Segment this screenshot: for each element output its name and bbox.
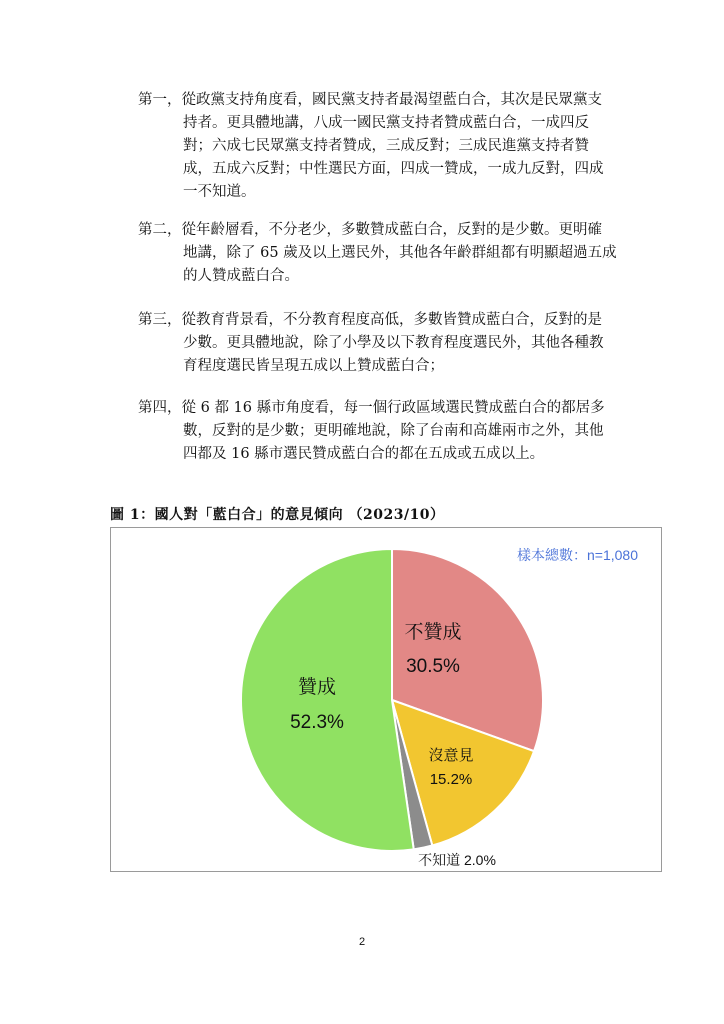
paragraph-line: 第二，從年齡層看，不分老少，多數贊成藍白合，反對的是少數。更明確 — [138, 222, 602, 238]
paragraph-line: 四都及 16 縣市選民贊成藍白合的都在五成或五成以上。 — [183, 446, 545, 462]
slice-value-label: 30.5% — [406, 656, 460, 677]
paragraph-line: 對；六成七民眾黨支持者贊成，三成反對；三成民進黨支持者贊 — [183, 138, 589, 154]
paragraph-line: 育程度選民皆呈現五成以上贊成藍白合； — [183, 358, 444, 374]
paragraph — [138, 397, 628, 466]
slice-label: 不贊成 — [404, 622, 462, 643]
paragraph-line: 持者。更具體地講，八成一國民黨支持者贊成藍白合，一成四反 — [183, 115, 589, 131]
sample-size-note: 樣本總數：n=1,080 — [517, 547, 638, 563]
slice-outside-label: 不知道 2.0% — [418, 852, 496, 868]
paragraph-line: 第一，從政黨支持角度看，國民黨支持者最渴望藍白合，其次是民眾黨支 — [138, 92, 602, 108]
pie-chart-frame — [110, 527, 662, 872]
paragraph-line: 地講，除了 65 歲及以上選民外，其他各年齡群組都有明顯超過五成 — [183, 245, 617, 261]
slice-label: 沒意見 — [428, 747, 474, 764]
paragraph-line: 的人贊成藍白合。 — [183, 268, 299, 284]
paragraph-line: 第三，從教育背景看，不分教育程度高低，多數皆贊成藍白合，反對的是 — [138, 312, 602, 328]
slice-value-label: 52.3% — [290, 712, 344, 733]
pie-chart — [111, 528, 661, 871]
figure-caption: 圖 1：國人對「藍白合」的意見傾向 （2023/10） — [110, 507, 445, 523]
paragraph-line: 一不知道。 — [183, 184, 256, 200]
slice-value-label: 15.2% — [429, 771, 473, 788]
paragraph-line: 數，反對的是少數；更明確地說，除了台南和高雄兩市之外，其他 — [183, 423, 604, 439]
paragraph — [138, 219, 628, 288]
paragraph-line: 少數。更具體地說，除了小學及以下教育程度選民外，其他各種教 — [183, 335, 604, 351]
slice-label: 贊成 — [297, 677, 337, 698]
page-number: 2 — [358, 936, 366, 948]
paragraph — [138, 309, 628, 378]
paragraph — [138, 89, 628, 204]
slice-support — [241, 549, 414, 851]
paragraph-line: 第四，從 6 都 16 縣市角度看，每一個行政區域選民贊成藍白合的都居多 — [138, 400, 605, 416]
paragraph-line: 成，五成六反對；中性選民方面，四成一贊成，一成九反對，四成 — [183, 161, 604, 177]
